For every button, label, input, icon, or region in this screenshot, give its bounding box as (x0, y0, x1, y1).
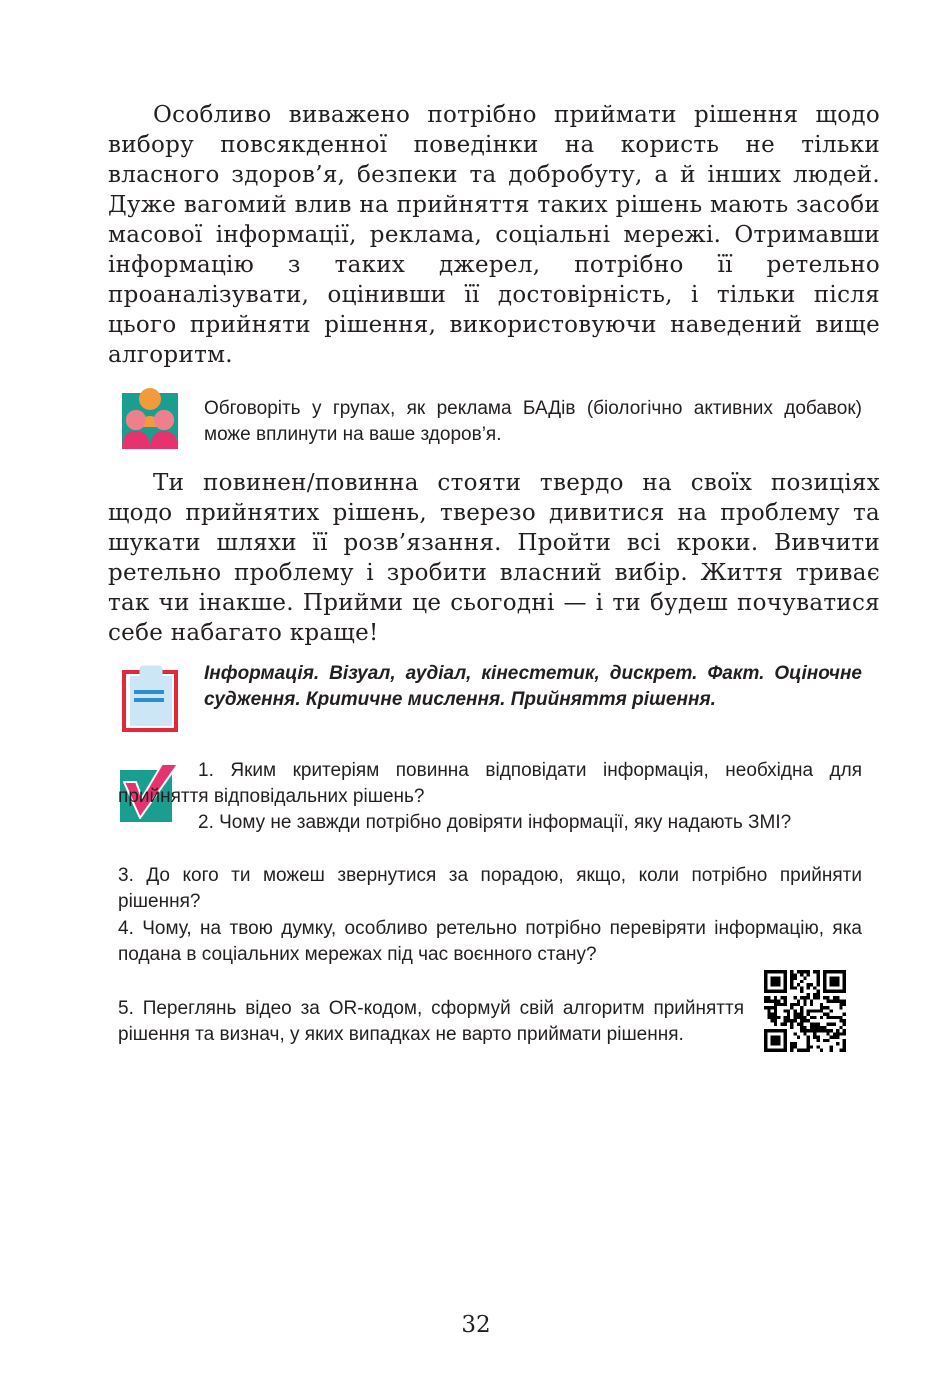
page-number: 32 (461, 1312, 491, 1338)
clipboard-icon (120, 664, 180, 732)
group-discussion-icon (120, 387, 180, 451)
question-5: 5. Переглянь відео за OR-кодом, сформуй свій алгоритм прийняття рішення та визнач, у яких випадках не варто приймати рішення. (118, 998, 744, 1045)
body-paragraph-2: Ти повинен/повинна стояти твердо на своїх позиціях щодо прийнятих рішень, тверезо дивитися на проблему та шукати шляхи її розв’язання. Пройти всі кроки. Вивчити ретельно проблему і зробити власний вибір. Життя триває так чи інакше. Прийми це сьогодні — і ти будеш почуватися себе набагато краще! (108, 470, 880, 646)
question-4: 4. Чому, на твою думку, особливо ретельно потрібно перевіряти інформацію, яка подана в соціальних мережах під час воєнного стану? (118, 918, 862, 965)
question-2: 2. Чому не завжди потрібно довіряти інформації, яку надають ЗМІ? (198, 812, 792, 833)
discussion-task: Обговоріть у групах, як реклама БАДів (біологічно активних добавок) може вплинути на ваше здоров’я. (204, 398, 862, 445)
qr-code-icon[interactable] (764, 970, 846, 1052)
keywords: Інформація. Візуал, аудіал, кінестетик, дискрет. Факт. Оціночне судження. Критичне мислення. Прийняття рішення. (204, 663, 862, 710)
question-1: 1. Яким критеріям повинна відповідати інформація, необхідна для прийняття відповідальних рішень? (118, 760, 862, 807)
question-3: 3. До кого ти можеш звернутися за порадою, якщо, коли потрібно прийняти рішення? (118, 865, 862, 912)
body-paragraph-1: Особливо виважено потрібно приймати рішення щодо вибору повсякденної поведінки на користь не тільки власного здоров’я, безпеки та добробуту, а й інших людей. Дуже вагомий влив на прийняття таких рішень мають засоби масової інформації, реклама, соціальні мережі. Отримавши інформацію з таких джерел, потрібно її ретельно проаналізувати, оцінивши її достовірність, і тільки після цього прийняти рішення, використовуючи наведений вище алгоритм. (108, 102, 880, 368)
